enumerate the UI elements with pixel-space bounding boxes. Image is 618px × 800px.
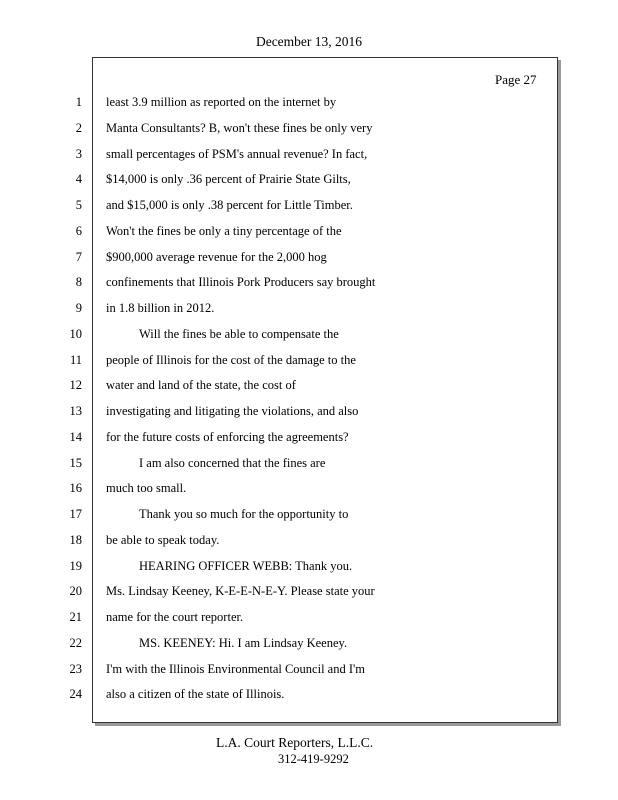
line-number: 3 [75,147,82,161]
line-number: 22 [69,636,82,650]
line-number: 12 [69,378,82,392]
page-number: Page 27 [495,72,537,87]
footer-firm-name: L.A. Court Reporters, L.L.C. [216,735,374,750]
line-number: 4 [75,172,82,186]
line-number: 24 [69,687,82,701]
line-number: 11 [69,353,82,367]
line-number: 18 [69,533,82,547]
line-number: 8 [75,275,82,289]
transcript-line: investigating and litigating the violations, and also [106,404,359,418]
line-number: 21 [69,610,82,624]
transcript-line: $14,000 is only .36 percent of Prairie State Gilts, [106,172,351,186]
transcript-line: small percentages of PSM's annual revenue? In fact, [106,147,368,161]
transcript-line: Won't the fines be only a tiny percentage of the [106,224,342,238]
transcript-line: least 3.9 million as reported on the internet by [106,95,337,109]
transcript-line: Will the fines be able to compensate the [139,327,339,341]
transcript-line: MS. KEENEY: Hi. I am Lindsay Keeney. [139,636,348,650]
line-number: 14 [69,430,82,444]
transcript-line: people of Illinois for the cost of the damage to the [106,353,356,367]
transcript-line: I am also concerned that the fines are [139,456,326,470]
line-number: 17 [69,507,82,521]
line-number: 7 [75,250,82,264]
line-number: 19 [69,559,82,573]
line-number: 20 [69,584,82,598]
transcript-line: $900,000 average revenue for the 2,000 hog [106,250,327,264]
transcript-line: Ms. Lindsay Keeney, K-E-E-N-E-Y. Please state your [106,584,375,598]
footer-phone: 312-419-9292 [278,752,349,766]
transcript-line: confinements that Illinois Pork Producers say brought [106,275,376,289]
line-number: 6 [75,224,82,238]
transcript-line: for the future costs of enforcing the agreements? [106,430,349,444]
line-number: 5 [75,198,82,212]
header-date: December 13, 2016 [255,34,363,49]
transcript-line: much too small. [106,481,187,495]
line-number: 13 [69,404,82,418]
transcript-line: Thank you so much for the opportunity to [139,507,349,521]
transcript-line: name for the court reporter. [106,610,244,624]
transcript-line: Manta Consultants? B, won't these fines be only very [106,121,373,135]
transcript-line: HEARING OFFICER WEBB: Thank you. [139,559,353,573]
line-number: 23 [69,662,82,676]
transcript-line: I'm with the Illinois Environmental Council and I'm [106,662,365,676]
line-number: 16 [69,481,82,495]
line-number: 9 [75,301,82,315]
line-number: 10 [69,327,82,341]
line-number: 2 [75,121,82,135]
transcript-line: be able to speak today. [106,533,220,547]
line-number: 1 [75,95,82,109]
transcript-line: water and land of the state, the cost of [106,378,296,392]
line-number: 15 [69,456,82,470]
transcript-line: also a citizen of the state of Illinois. [106,687,285,701]
transcript-line: and $15,000 is only .38 percent for Little Timber. [106,198,353,212]
transcript-line: in 1.8 billion in 2012. [106,301,215,315]
